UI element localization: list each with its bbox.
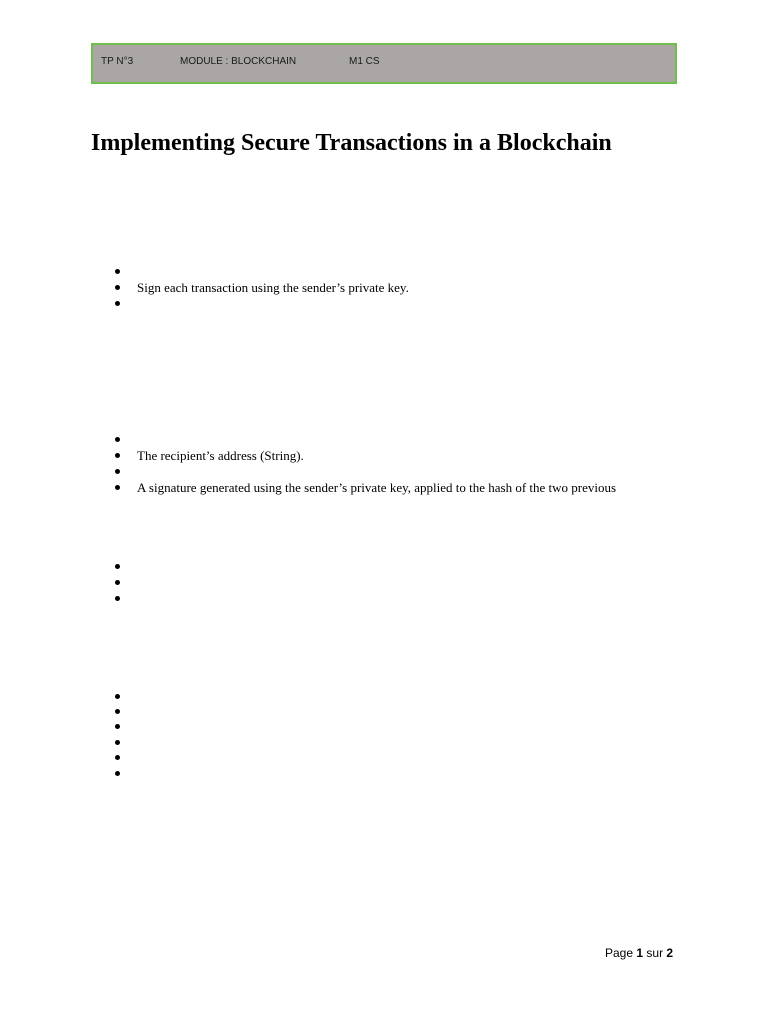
page-number: [605, 946, 673, 960]
current-page: 1: [636, 946, 644, 960]
bullet-icon: [115, 453, 120, 458]
document-header: [91, 43, 677, 84]
bullet-icon: [115, 564, 120, 569]
bullet-icon: [115, 285, 120, 290]
bullet-icon: [115, 269, 120, 274]
bullet-icon: [115, 694, 120, 699]
of-word: sur: [646, 946, 664, 960]
document-title: Implementing Secure Transactions in a Blockchain: [91, 130, 612, 156]
list-item-text: A signature generated using the sender’s private key, applied to the hash of the two previous: [137, 480, 617, 495]
list-item-text: The recipient’s address (String).: [137, 448, 304, 463]
bullet-icon: [115, 469, 120, 474]
module-name: MODULE : BLOCKCHAIN: [180, 56, 297, 67]
list-item-text: Sign each transaction using the sender’s private key.: [137, 280, 409, 295]
total-pages: 2: [666, 946, 674, 960]
level-label: M1 CS: [349, 56, 380, 67]
bullet-icon: [115, 724, 120, 729]
bullet-icon: [115, 771, 120, 776]
bullet-icon: [115, 485, 120, 490]
tp-number: TP N°3: [101, 56, 134, 67]
bullet-icon: [115, 301, 120, 306]
page-word: Page: [605, 946, 634, 960]
bullet-icon: [115, 437, 120, 442]
bullet-icon: [115, 755, 120, 760]
bullet-icon: [115, 596, 120, 601]
bullet-icon: [115, 740, 120, 745]
bullet-icon: [115, 580, 120, 585]
bullet-icon: [115, 709, 120, 714]
